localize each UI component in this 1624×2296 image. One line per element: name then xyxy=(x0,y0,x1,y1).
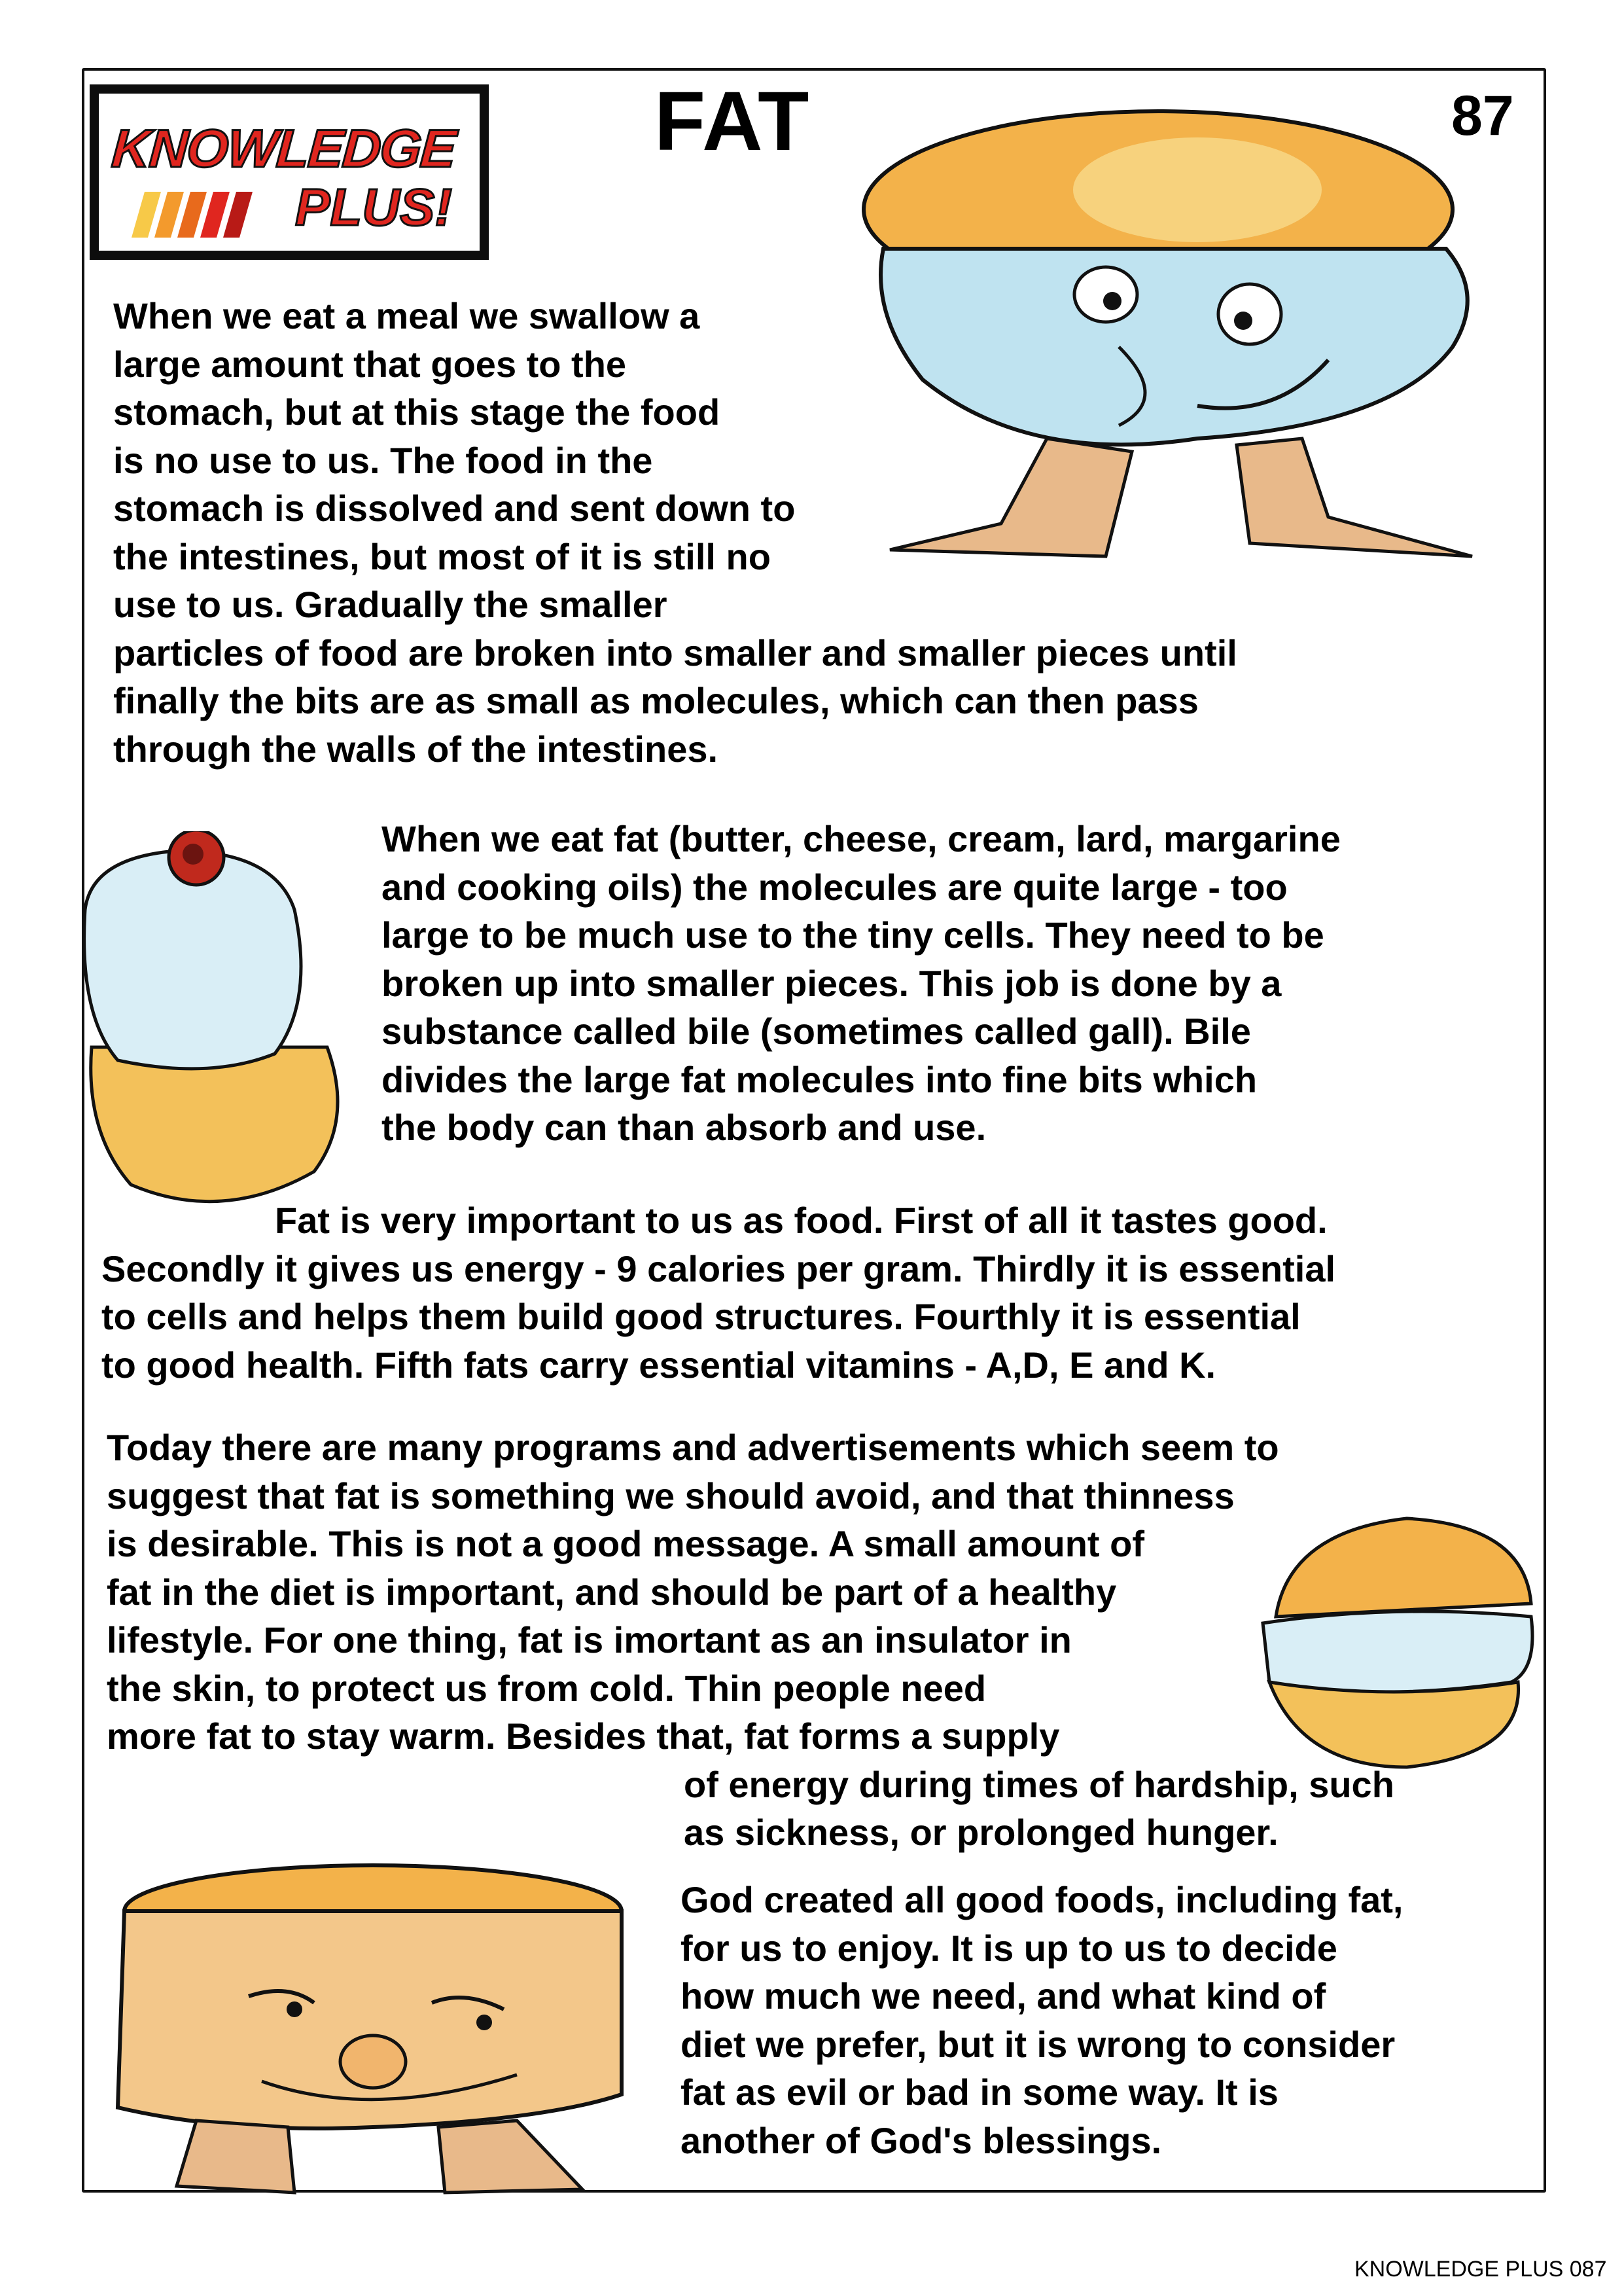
text-line: through the walls of the intestines. xyxy=(113,728,718,770)
page-footer: KNOWLEDGE PLUS 087 xyxy=(1354,2257,1607,2282)
text-line: When we eat fat (butter, cheese, cream, lard, margarine xyxy=(381,818,1341,859)
logo-stripes-icon xyxy=(125,192,289,238)
page-number: 87 xyxy=(1451,84,1514,147)
text-line: particles of food are broken into smaller and smaller pieces until xyxy=(113,632,1237,673)
text-line: Today there are many programs and advertisements which seem to xyxy=(107,1427,1279,1468)
text-line: the intestines, but most of it is still no xyxy=(113,535,771,577)
text-line: as sickness, or prolonged hunger. xyxy=(684,1812,1279,1853)
text-line: finally the bits are as small as molecules, which can then pass xyxy=(113,680,1199,721)
text-line: divides the large fat molecules into fine bits which xyxy=(381,1058,1258,1100)
paragraph-digestion xyxy=(113,292,1237,773)
text-line: substance called bile (sometimes called gall). Bile xyxy=(381,1011,1251,1052)
paragraph-importance xyxy=(101,1196,1335,1389)
text-line: stomach is dissolved and sent down to xyxy=(113,488,796,529)
text-line: another of God's blessings. xyxy=(680,2119,1162,2161)
paragraph-advertisements xyxy=(107,1424,1394,1857)
text-line: to good health. Fifth fats carry essential vitamins - A,D, E and K. xyxy=(101,1344,1216,1386)
text-line: Secondly it gives us energy - 9 calories per gram. Thirdly it is essential xyxy=(101,1247,1336,1289)
text-line: more fat to stay warm. Besides that, fat forms a supply xyxy=(107,1715,1060,1757)
text-line: for us to enjoy. It is up to us to decide xyxy=(680,1927,1337,1969)
page-title: FAT xyxy=(654,75,811,168)
text-line: large to be much use to the tiny cells. They need to be xyxy=(381,914,1324,956)
sponge-cake-character-icon xyxy=(98,1859,654,2199)
text-line: suggest that fat is something we should avoid, and that thinness xyxy=(107,1475,1235,1516)
text-line: When we eat a meal we swallow a xyxy=(113,295,700,336)
text-line: the body can than absorb and use. xyxy=(381,1107,987,1148)
text-line: lifestyle. For one thing, fat is imortant as an insulator in xyxy=(107,1619,1072,1660)
logo-text-knowledge: KNOWLEDGE xyxy=(109,119,457,179)
text-line: Fat is very important to us as food. First of all it tastes good. xyxy=(275,1200,1328,1241)
text-line: and cooking oils) the molecules are quite large - too xyxy=(381,866,1288,908)
cream-cake-icon xyxy=(79,831,386,1224)
text-line: use to us. Gradually the smaller xyxy=(113,584,667,625)
text-line: fat as evil or bad in some way. It is xyxy=(680,2072,1279,2113)
text-line: of energy during times of hardship, such xyxy=(684,1763,1394,1805)
text-line: stomach, but at this stage the food xyxy=(113,391,720,433)
paragraph-bile xyxy=(381,815,1341,1152)
text-line: fat in the diet is important, and should be part of a healthy xyxy=(107,1571,1117,1613)
text-line: how much we need, and what kind of xyxy=(680,1975,1326,2017)
paragraph-god-created xyxy=(680,1876,1403,2164)
text-line: is desirable. This is not a good message. A small amount of xyxy=(107,1523,1144,1564)
text-line: broken up into smaller pieces. This job is done by a xyxy=(381,962,1282,1004)
text-line: is no use to us. The food in the xyxy=(113,439,653,481)
text-line: large amount that goes to the xyxy=(113,343,627,385)
knowledge-plus-logo xyxy=(90,84,489,260)
text-line: diet we prefer, but it is wrong to consider xyxy=(680,2023,1396,2065)
text-line: God created all good foods, including fat, xyxy=(680,1879,1403,1920)
text-line: the skin, to protect us from cold. Thin people need xyxy=(107,1667,987,1709)
logo-text-plus: PLUS! xyxy=(295,178,452,236)
text-line: to cells and helps them build good structures. Fourthly it is essential xyxy=(101,1296,1301,1337)
